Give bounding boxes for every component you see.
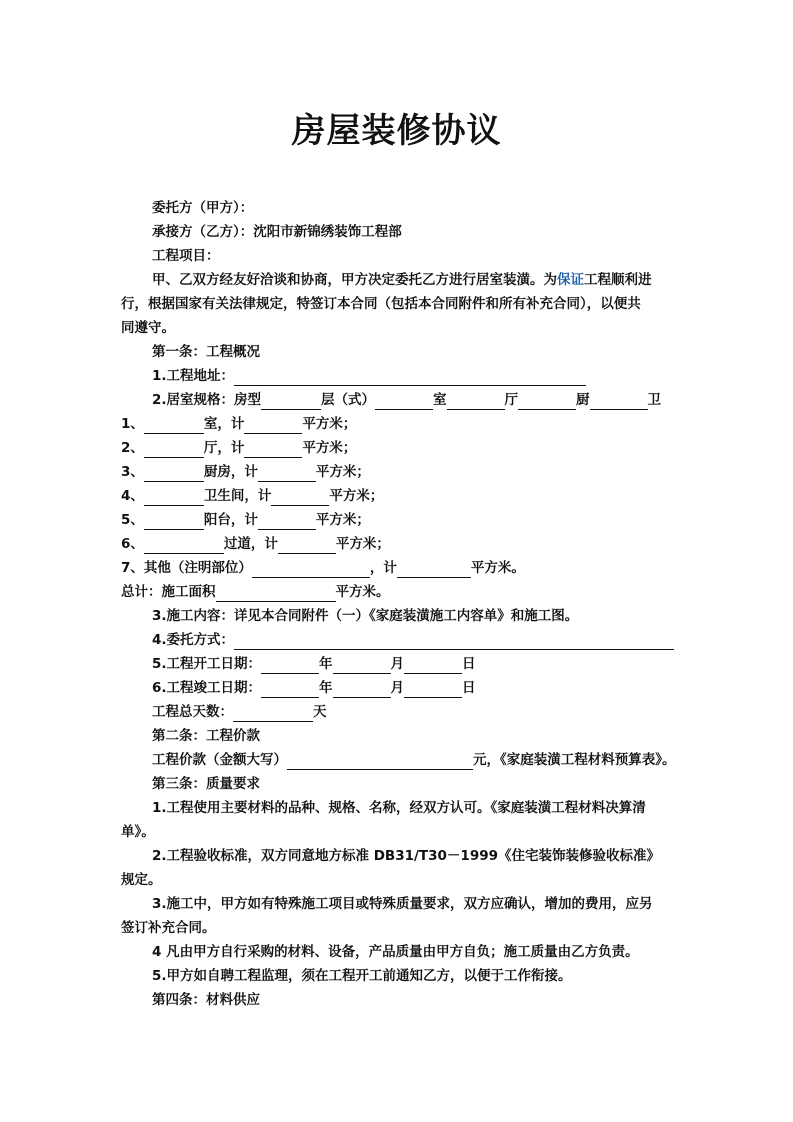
party-b: 承接方（乙方）：沈阳市新锦绣装饰工程部 <box>152 224 402 240</box>
room-name: 室，计 <box>203 416 245 432</box>
room-name: 阳台，计 <box>203 512 258 528</box>
start-year-blank[interactable] <box>261 658 319 674</box>
room-blank-area[interactable] <box>244 442 302 458</box>
room-blank-area[interactable] <box>271 490 329 506</box>
end-day: 日 <box>462 680 476 696</box>
price-tail: 元，《家庭装潢工程材料预算表》。 <box>473 752 676 768</box>
room-blank-area[interactable] <box>244 418 302 434</box>
spec-blank-ting[interactable] <box>518 394 576 410</box>
quality-item-1b: 单》。 <box>121 824 155 840</box>
entrust-label: 4.委托方式： <box>152 632 235 648</box>
start-month-blank[interactable] <box>333 658 391 674</box>
spec-blank-ceng[interactable] <box>375 394 433 410</box>
spec-ting: 厅 <box>504 392 519 408</box>
room-num: 5、 <box>121 512 144 528</box>
party-a: 委托方（甲方）： <box>152 200 254 216</box>
intro-line-2: 行，根据国家有关法律规定，特签订本合同（包括本合同附件和所有补充合同），以便共 <box>121 296 641 312</box>
other-row <box>121 558 525 578</box>
start-day: 日 <box>462 656 476 672</box>
quality-item-3b: 签订补充合同。 <box>121 920 216 936</box>
room-unit: 平方米； <box>335 536 390 552</box>
quality-item-4: 4 凡由甲方自行采购的材料、设备，产品质量由甲方自负；施工质量由乙方负责。 <box>152 944 639 960</box>
article-2-heading: 第二条：工程价款 <box>152 728 260 744</box>
other-unit: 平方米。 <box>470 560 525 576</box>
article-3-heading: 第三条：质量要求 <box>152 776 260 792</box>
room-blank-area[interactable] <box>278 538 336 554</box>
start-year: 年 <box>319 656 333 672</box>
spec-blank-shi[interactable] <box>447 394 505 410</box>
room-blank-count[interactable] <box>144 514 204 530</box>
room-unit: 平方米； <box>302 416 357 432</box>
entrust-row <box>152 630 674 650</box>
room-blank-count[interactable] <box>144 538 224 554</box>
article-1-heading: 第一条：工程概况 <box>152 344 260 360</box>
room-unit: 平方米； <box>302 440 357 456</box>
room-num: 2、 <box>121 440 144 456</box>
end-label: 6.工程竣工日期： <box>152 680 262 696</box>
start-month: 月 <box>390 656 405 672</box>
intro-line-3: 同遵守。 <box>121 320 175 336</box>
address-label: 1.工程地址： <box>152 368 235 384</box>
room-blank-count[interactable] <box>144 490 204 506</box>
start-day-blank[interactable] <box>404 658 462 674</box>
spec-chu: 厨 <box>576 392 590 408</box>
start-date-row <box>152 654 476 674</box>
spec-blank-type[interactable] <box>261 394 321 410</box>
room-row <box>121 438 356 458</box>
start-label: 5.工程开工日期： <box>152 656 262 672</box>
quality-item-2a: 2.工程验收标准，双方同意地方标准 DB31/T30－1999《住宅装饰装修验收标准》 <box>152 848 661 864</box>
end-month: 月 <box>390 680 405 696</box>
address-blank[interactable] <box>234 370 586 386</box>
other-label: 7、其他（注明部位） <box>121 560 252 576</box>
room-num: 6、 <box>121 536 144 552</box>
other-blank-part[interactable] <box>252 562 370 578</box>
end-month-blank[interactable] <box>333 682 391 698</box>
end-day-blank[interactable] <box>404 682 462 698</box>
room-row <box>121 510 370 530</box>
other-ji: ，计 <box>369 560 397 576</box>
room-num: 4、 <box>121 488 144 504</box>
room-name: 过道，计 <box>223 536 278 552</box>
room-num: 1、 <box>121 416 144 432</box>
room-num: 3、 <box>121 464 144 480</box>
room-blank-count[interactable] <box>144 466 204 482</box>
total-unit: 平方米。 <box>335 584 390 600</box>
price-blank[interactable] <box>287 754 473 770</box>
room-blank-area[interactable] <box>258 466 316 482</box>
project-label: 工程项目： <box>152 248 220 264</box>
room-unit: 平方米； <box>329 488 384 504</box>
days-row <box>152 702 327 722</box>
guarantee-link[interactable]: 保证 <box>557 272 584 288</box>
page-title: 房屋装修协议 <box>291 111 502 151</box>
spec-blank-chu[interactable] <box>590 394 648 410</box>
room-name: 厅，计 <box>203 440 245 456</box>
end-date-row <box>152 678 476 698</box>
spec-row <box>152 390 661 410</box>
address-row <box>152 366 586 386</box>
article-4-heading: 第四条：材料供应 <box>152 992 260 1008</box>
room-row <box>121 462 370 482</box>
entrust-blank[interactable] <box>234 634 674 650</box>
price-row <box>152 750 676 770</box>
end-year: 年 <box>319 680 333 696</box>
quality-item-2b: 规定。 <box>121 872 162 888</box>
room-unit: 平方米； <box>315 464 370 480</box>
spec-label: 2.居室规格：房型 <box>152 392 262 408</box>
intro-text-1b: 工程顺利进 <box>584 272 652 288</box>
room-unit: 平方米； <box>315 512 370 528</box>
intro-line-1 <box>152 270 652 290</box>
days-unit: 天 <box>313 704 327 720</box>
spec-shi: 室 <box>433 392 447 408</box>
room-blank-count[interactable] <box>144 418 204 434</box>
room-row <box>121 414 356 434</box>
room-name: 卫生间，计 <box>203 488 272 504</box>
total-label: 总计：施工面积 <box>121 584 216 600</box>
spec-ceng: 层（式） <box>321 392 376 408</box>
days-label: 工程总天数： <box>152 704 233 720</box>
room-row <box>121 534 390 554</box>
content-line: 3.施工内容：详见本合同附件（一）《家庭装潢施工内容单》和施工图。 <box>152 608 579 624</box>
room-row <box>121 486 383 506</box>
total-blank[interactable] <box>216 586 336 602</box>
end-year-blank[interactable] <box>261 682 319 698</box>
room-name: 厨房，计 <box>203 464 258 480</box>
total-row <box>121 582 390 602</box>
quality-item-3a: 3.施工中，甲方如有特殊施工项目或特殊质量要求，双方应确认，增加的费用，应另 <box>152 896 653 912</box>
price-label: 工程价款（金额大写） <box>152 752 287 768</box>
quality-item-5: 5.甲方如自聘工程监理，须在工程开工前通知乙方，以便于工作衔接。 <box>152 968 572 984</box>
intro-text-1: 甲、乙双方经友好洽谈和协商，甲方决定委托乙方进行居室装潢。为 <box>152 272 557 288</box>
other-blank-area[interactable] <box>397 562 471 578</box>
days-blank[interactable] <box>233 706 313 722</box>
room-blank-area[interactable] <box>258 514 316 530</box>
spec-wei: 卫 <box>647 392 662 408</box>
room-blank-count[interactable] <box>144 442 204 458</box>
quality-item-1a: 1.工程使用主要材料的品种、规格、名称，经双方认可。《家庭装潢工程材料决算清 <box>152 800 646 816</box>
